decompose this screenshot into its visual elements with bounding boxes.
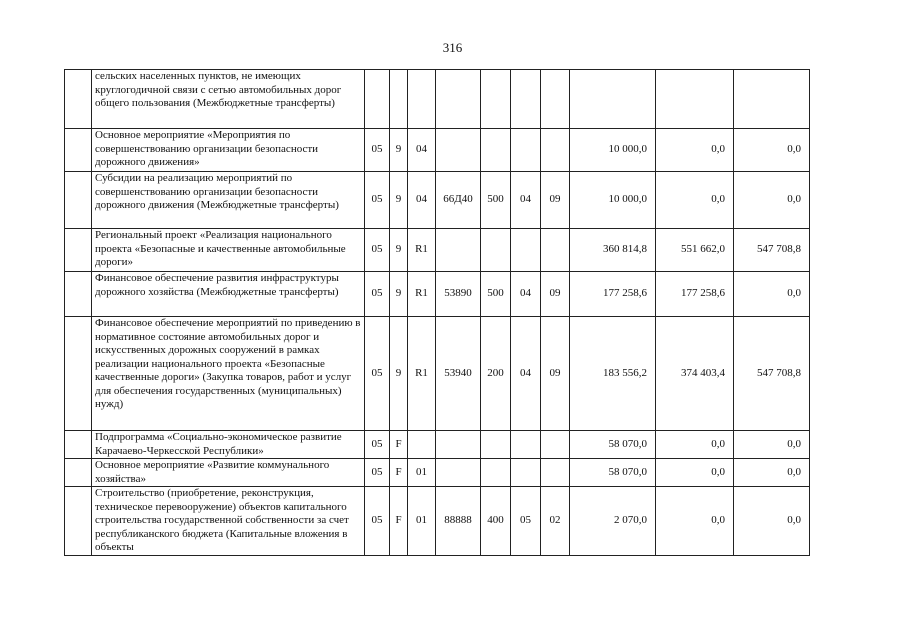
code-cell: 05 [365,272,390,317]
index-cell [65,229,92,272]
code-cell [541,229,570,272]
amount-cell: 0,0 [656,487,734,556]
code-cell: 66Д40 [436,172,481,229]
table-row [65,317,810,431]
code-cell: 09 [541,172,570,229]
amount-cell: 183 556,2 [570,317,656,431]
code-cell [481,70,511,129]
amount-cell: 547 708,8 [734,229,810,272]
code-cell [511,459,541,487]
table-row [65,272,810,317]
amount-cell: 177 258,6 [656,272,734,317]
item-name: Региональный проект «Реализация национального проекта «Безопасные и качественные автомобильные дороги» [92,229,365,272]
code-cell [511,70,541,129]
code-cell: 53890 [436,272,481,317]
amount-cell: 0,0 [734,172,810,229]
code-cell [365,70,390,129]
code-cell: 05 [365,487,390,556]
amount-cell: 551 662,0 [656,229,734,272]
code-cell [511,431,541,459]
index-cell [65,272,92,317]
amount-cell: 0,0 [734,272,810,317]
table-row [65,431,810,459]
index-cell [65,431,92,459]
amount-cell: 58 070,0 [570,459,656,487]
amount-cell: 0,0 [656,459,734,487]
item-name: сельских населенных пунктов, не имеющих круглогодичной связи с сетью автомобильных дорог общего пользования (Межбюджетные трансферты) [92,70,365,129]
code-cell [408,70,436,129]
code-cell [481,459,511,487]
code-cell [541,129,570,172]
amount-cell [570,70,656,129]
amount-cell: 2 070,0 [570,487,656,556]
code-cell: 200 [481,317,511,431]
code-cell: R1 [408,317,436,431]
amount-cell: 0,0 [656,431,734,459]
amount-cell: 10 000,0 [570,172,656,229]
code-cell: 02 [541,487,570,556]
code-cell: 05 [365,317,390,431]
code-cell: 05 [365,229,390,272]
index-cell [65,129,92,172]
amount-cell: 374 403,4 [656,317,734,431]
amount-cell: 360 814,8 [570,229,656,272]
code-cell [390,70,408,129]
code-cell: 500 [481,172,511,229]
code-cell [436,229,481,272]
code-cell: 9 [390,317,408,431]
code-cell: 05 [365,129,390,172]
amount-cell: 58 070,0 [570,431,656,459]
code-cell [436,459,481,487]
page-number: 316 [442,40,463,55]
code-cell: 04 [511,272,541,317]
index-cell [65,487,92,556]
code-cell: 9 [390,129,408,172]
code-cell: 04 [511,172,541,229]
code-cell: R1 [408,272,436,317]
code-cell: 05 [365,172,390,229]
code-cell: 09 [541,272,570,317]
code-cell [481,431,511,459]
code-cell [408,431,436,459]
code-cell: 9 [390,229,408,272]
table-row [65,172,810,229]
code-cell: 04 [408,129,436,172]
amount-cell: 10 000,0 [570,129,656,172]
code-cell: 05 [365,431,390,459]
amount-cell [656,70,734,129]
code-cell [541,459,570,487]
code-cell: 88888 [436,487,481,556]
amount-cell: 547 708,8 [734,317,810,431]
code-cell: 05 [511,487,541,556]
code-cell [481,129,511,172]
code-cell [541,70,570,129]
code-cell: F [390,459,408,487]
table-row [65,459,810,487]
budget-table [64,69,810,556]
index-cell [65,317,92,431]
code-cell: 53940 [436,317,481,431]
amount-cell: 0,0 [734,431,810,459]
code-cell [436,129,481,172]
code-cell [436,431,481,459]
item-name: Финансовое обеспечение мероприятий по приведению в нормативное состояние автомобильных дорог и искусственных дорожных сооружений в рамках реализации национального проекта «Безопасные качественные дороги» (Закупка товаров, работ и услуг для обеспечения государственных (муниципальных) нужд) [92,317,365,431]
index-cell [65,172,92,229]
code-cell: 400 [481,487,511,556]
code-cell: 01 [408,459,436,487]
table-row [65,229,810,272]
code-cell: 9 [390,172,408,229]
item-name: Основное мероприятие «Мероприятия по совершенствованию организации безопасности дорожного движения» [92,129,365,172]
amount-cell: 0,0 [734,129,810,172]
code-cell: 01 [408,487,436,556]
item-name: Финансовое обеспечение развития инфраструктуры дорожного хозяйства (Межбюджетные трансферты) [92,272,365,317]
amount-cell: 0,0 [734,487,810,556]
code-cell [511,229,541,272]
code-cell: R1 [408,229,436,272]
item-name: Основное мероприятие «Развитие коммунального хозяйства» [92,459,365,487]
code-cell [481,229,511,272]
item-name: Субсидии на реализацию мероприятий по совершенствованию организации безопасности дорожного движения (Межбюджетные трансферты) [92,172,365,229]
item-name: Подпрограмма «Социально-экономическое развитие Карачаево-Черкесской Республики» [92,431,365,459]
amount-cell: 0,0 [734,459,810,487]
code-cell: 05 [365,459,390,487]
code-cell: 500 [481,272,511,317]
index-cell [65,70,92,129]
table-row [65,70,810,129]
code-cell [541,431,570,459]
amount-cell: 0,0 [656,172,734,229]
code-cell [511,129,541,172]
table-row [65,129,810,172]
code-cell: 09 [541,317,570,431]
code-cell: F [390,431,408,459]
table-row [65,487,810,556]
code-cell: F [390,487,408,556]
item-name: Строительство (приобретение, реконструкция, техническое перевооружение) объектов капитального строительства государственной собственности за счет республиканского бюджета (Капитальные вложения в объекты [92,487,365,556]
index-cell [65,459,92,487]
code-cell: 04 [511,317,541,431]
code-cell: 04 [408,172,436,229]
amount-cell [734,70,810,129]
code-cell: 9 [390,272,408,317]
code-cell [436,70,481,129]
amount-cell: 0,0 [656,129,734,172]
amount-cell: 177 258,6 [570,272,656,317]
